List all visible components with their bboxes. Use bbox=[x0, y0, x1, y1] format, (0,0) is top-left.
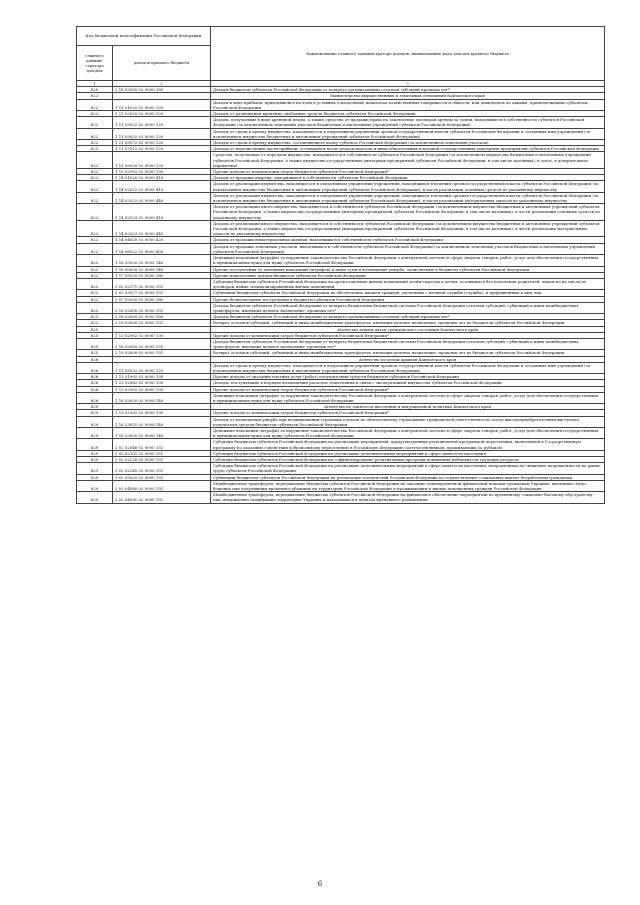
table-row bbox=[77, 290, 605, 296]
admin-code-cell: 829 bbox=[77, 480, 113, 491]
admin-code-cell: 829 bbox=[77, 450, 113, 456]
admin-code-cell: 829 bbox=[77, 474, 113, 480]
description-cell: Доходы в виде прибыли, приходящейся на доли в уставных (складочных) капиталах хозяйственных товариществ и обществ, или дивидендов по акциям, принадлежащим субъектам Российской Федерации bbox=[211, 99, 605, 110]
admin-code-cell: 822 bbox=[77, 266, 113, 272]
admin-code-cell: 822 bbox=[77, 99, 113, 110]
admin-code-cell: 822 bbox=[77, 93, 113, 99]
description-cell: Прочие доходы от компенсации затрат бюджетов субъектов Российской Федерации* bbox=[211, 410, 605, 416]
admin-code-cell: 829 bbox=[77, 463, 113, 474]
description-cell: Прочие поступления от денежных взысканий (штрафов) и иных сумм в возмещение ущерба, зачисляемые в бюджеты субъектов Российской Федерации bbox=[211, 266, 605, 272]
description-cell: Доходы бюджетов субъектов Российской Федерации от возврата организациями остатков субсидий прошлых лет* bbox=[211, 87, 605, 93]
admin-code-cell: 829 bbox=[77, 427, 113, 438]
admin-code-cell: 822 bbox=[77, 152, 113, 169]
admin-code-cell: 822 bbox=[77, 204, 113, 221]
table-row bbox=[77, 338, 605, 349]
description-cell: Средства, получаемые от передачи имущества, находящегося в собственности субъектов Российской Федерации (за исключением имущества бюджетных и автономных учреждений субъектов Российской Федерации, а также имущества государственных унитарных предприятий субъектов Российской Федерации, в том числе казенных), в залог, в доверительное управление bbox=[211, 152, 605, 169]
header-col-admin: главного админи-стратора доходов bbox=[77, 46, 113, 81]
admin-code-cell: 820 bbox=[77, 87, 113, 93]
income-code-cell: 2 19 02000 02 0000 151 bbox=[113, 320, 211, 326]
description-cell: Денежные взыскания (штрафы) за нарушение законодательства Российской Федерации о контрактной системе в сфере закупок товаров, работ, услуг для обеспечения государственных и муниципальных нужд для нужд субъектов Российской Федерации bbox=[211, 427, 605, 438]
admin-code-cell: 826 bbox=[77, 374, 113, 380]
admin-code-cell: 825 bbox=[77, 338, 113, 349]
admin-code-cell: 829 bbox=[77, 410, 113, 416]
description-cell: Агентство по делам архивов Камчатского края bbox=[211, 356, 605, 362]
header-col-income: доходов краевого бюджета bbox=[113, 46, 211, 81]
admin-code-cell: 822 bbox=[77, 255, 113, 266]
admin-code-cell: 822 bbox=[77, 169, 113, 175]
income-code-cell: 1 11 02020 02 0000 120 bbox=[113, 111, 211, 117]
income-code-cell: 2 02 03077 02 0000 151 bbox=[113, 290, 211, 296]
table-row bbox=[77, 463, 605, 474]
income-code-cell: 1 14 01020 02 0000 410 bbox=[113, 175, 211, 181]
column-number: 1 bbox=[77, 81, 113, 87]
income-code-cell: 1 11 07012 02 0000 120 bbox=[113, 146, 211, 152]
table-row bbox=[77, 416, 605, 427]
income-code-cell: 2 02 02226 02 0000 151 bbox=[113, 457, 211, 463]
income-code-cell: 2 02 04081 02 0000 151 bbox=[113, 492, 211, 503]
description-cell: Доходы бюджетов субъектов Российской Федерации от возврата организациями остатков субсидий прошлых лет* bbox=[211, 314, 605, 320]
description-cell: Доходы от продажи земельных участков, находящихся в собственности субъектов Российской Федерации (за исключением земельных участков бюджетных и автономных учреждений субъектов Российской Федерации) bbox=[211, 243, 605, 254]
admin-code-cell: 822 bbox=[77, 117, 113, 128]
table-row bbox=[77, 427, 605, 438]
income-code-cell: 1 14 02022 02 0000 440 bbox=[113, 192, 211, 203]
description-cell: Субсидии бюджетам субъектов Российской Федерации на реализацию дополнительных мероприятий в сфере занятости населения, направленных на снижение напряженности на рынке труда субъектов Российской Федерации bbox=[211, 463, 605, 474]
income-code-cell: 2 07 02030 02 0000 180 bbox=[113, 296, 211, 302]
table-row bbox=[77, 255, 605, 266]
income-code-cell: 2 02 02240 02 0000 151 bbox=[113, 463, 211, 474]
description-cell: Денежные взыскания (штрафы) за нарушение законодательства Российской Федерации о контрактной системе в сфере закупок товаров, работ, услуг для обеспечения государственных и муниципальных нужд для нужд субъектов Российской Федерации bbox=[211, 255, 605, 266]
admin-code-cell: 822 bbox=[77, 302, 113, 313]
admin-code-cell: 825 bbox=[77, 350, 113, 356]
admin-code-cell: 826 bbox=[77, 356, 113, 362]
description-cell: Субвенции бюджетам субъектов Российской Федерации на обеспечение жильем граждан, уволенных с военной службы (службы), и приравненных к ним лиц bbox=[211, 290, 605, 296]
admin-code-cell: 826 bbox=[77, 380, 113, 386]
table-row bbox=[77, 204, 605, 221]
income-code-cell: 1 16 90020 02 0000 140 bbox=[113, 266, 211, 272]
income-code-cell: 2 18 02000 02 0000 180 bbox=[113, 314, 211, 320]
table-row bbox=[77, 181, 605, 192]
income-code-cell: 1 14 02023 02 0000 440 bbox=[113, 220, 211, 237]
income-code-cell: 1 13 02992 02 0000 130 bbox=[113, 332, 211, 338]
description-cell: Прочие доходы от компенсации затрат бюджетов субъектов Российской Федерации* bbox=[211, 332, 605, 338]
description-cell: Прочие неналоговые доходы бюджетов субъектов Российской Федерации bbox=[211, 272, 605, 278]
admin-code-cell: 822 bbox=[77, 192, 113, 203]
income-code-cell: 1 11 01020 02 0000 120 bbox=[113, 99, 211, 110]
admin-code-cell: 822 bbox=[77, 272, 113, 278]
table-row bbox=[77, 302, 605, 313]
table-row bbox=[77, 220, 605, 237]
admin-code-cell: 829 bbox=[77, 404, 113, 410]
description-cell: Доходы бюджетов субъектов Российской Федерации от возврата бюджетами бюджетной системы Российской Федерации остатков субсидий, субвенций и иных межбюджетных трансфертов, имеющих целевое назначение, прошлых лет* bbox=[211, 338, 605, 349]
description-cell: Доходы от продажи нематериальных активов, находящихся в собственности субъектов Российской Федерации bbox=[211, 237, 605, 243]
table-row bbox=[77, 278, 605, 289]
income-code-cell: 1 16 33020 02 0000 140 bbox=[113, 255, 211, 266]
income-code-cell: 1 17 05020 02 0000 180 bbox=[113, 272, 211, 278]
table-row bbox=[77, 392, 605, 403]
income-code-cell: 2 18 02000 02 0000 151 bbox=[113, 338, 211, 349]
table-row bbox=[77, 439, 605, 450]
admin-code-cell: 822 bbox=[77, 320, 113, 326]
header-col-name: Наименование главного администратора доходов, наименование кода доходов краевого бюджета bbox=[211, 27, 605, 81]
header-group-title: Код бюджетной классификации Российской Федерации bbox=[77, 27, 211, 46]
admin-code-cell: 829 bbox=[77, 439, 113, 450]
description-cell: Возврат остатков субсидий, субвенций и иных межбюджетных трансфертов, имеющих целевое назначение, прошлых лет из бюджетов субъектов Российской Федерации bbox=[211, 350, 605, 356]
income-code-cell: 1 11 05032 02 0000 120 bbox=[113, 128, 211, 139]
budget-table-sheet bbox=[76, 26, 604, 504]
description-cell: Прочие безвозмездные поступления в бюджеты субъектов Российской Федерации bbox=[211, 296, 605, 302]
description-cell: Доходы от размещения временно свободных средств бюджетов субъектов Российской Федерации bbox=[211, 111, 605, 117]
description-cell: Доходы от реализации иного имущества, находящегося в собственности субъектов Российской Федерации (за исключением имущества бюджетных и автономных учреждений субъектов Российской Федерации, а также имущества государственных унитарных предприятий субъектов Российской Федерации, в том числе казенных), в части реализации материальных запасов по указанному имуществу bbox=[211, 220, 605, 237]
description-cell: Доходы от возмещения ущерба при возникновении страховых случаев по обязательному страхованию гражданской ответственности, когда выгодоприобретателями выступают получатели средств бюджетов субъектов Российской Федерации bbox=[211, 416, 605, 427]
table-row bbox=[77, 480, 605, 491]
table-body bbox=[77, 87, 605, 503]
description-cell: Агентство записи актов гражданского состояния Камчатского края bbox=[211, 326, 605, 332]
admin-code-cell: 822 bbox=[77, 140, 113, 146]
table-row bbox=[77, 474, 605, 480]
admin-code-cell: 822 bbox=[77, 146, 113, 152]
description-cell: Доходы от продажи квартир, находящихся в собственности субъектов Российской Федерации bbox=[211, 175, 605, 181]
table-row bbox=[77, 492, 605, 503]
description-cell: Доходы от сдачи в аренду имущества, составляющего казну субъекта Российской Федерации (за исключением земельных участков) bbox=[211, 140, 605, 146]
income-code-cell: 2 19 02000 02 0000 151 bbox=[113, 350, 211, 356]
table-row bbox=[77, 152, 605, 169]
admin-code-cell: 822 bbox=[77, 290, 113, 296]
description-cell: Агентство по занятости населения и миграционной политике Камчатского края bbox=[211, 404, 605, 410]
income-code-cell: 2 18 02000 02 0000 151 bbox=[113, 302, 211, 313]
income-code-cell: 1 13 02992 02 0000 130 bbox=[113, 169, 211, 175]
income-code-cell: 2 02 03025 02 0000 151 bbox=[113, 474, 211, 480]
column-number: 3 bbox=[211, 81, 605, 87]
page-number: 6 bbox=[317, 880, 323, 888]
column-number: 2 bbox=[113, 81, 211, 87]
admin-code-cell: 822 bbox=[77, 237, 113, 243]
description-cell: Доходы от сдачи в аренду имущества, находящегося в оперативном управлении органов государственной власти субъектов Российской Федерации и созданных ими учреждений (за исключением имущества бюджетных и автономных учреждений субъектов Российской Федерации) bbox=[211, 128, 605, 139]
table-row bbox=[77, 350, 605, 356]
description-cell: Субвенции бюджетам субъектов Российской Федерации на реализацию полномочий Российской Федерации по осуществлению социальных выплат безработным гражданам bbox=[211, 474, 605, 480]
admin-code-cell: 826 bbox=[77, 392, 113, 403]
description-cell: Субсидии бюджетам субъектов Российской Федерации на софинансирование региональных программ повышения мобильности трудовых ресурсов bbox=[211, 457, 605, 463]
admin-code-cell: 822 bbox=[77, 175, 113, 181]
description-cell: Доходы бюджетов субъектов Российской Федерации от возврата бюджетами бюджетной системы Российской Федерации остатков субсидий, субвенций и иных межбюджетных трансфертов, имеющих целевое назначение, прошлых лет* bbox=[211, 302, 605, 313]
budget-classification-table bbox=[76, 26, 605, 504]
income-code-cell: 1 13 01992 02 0000 130 bbox=[113, 374, 211, 380]
description-cell: Субсидии бюджетам субъектов Российской Федерации на реализацию мероприятий, предусмотренных региональной программой переселения, включенной в Государственную программу по оказанию содействия добровольному переселению в Российскую Федерацию соотечественников, проживающих за рубежом bbox=[211, 439, 605, 450]
income-code-cell: 2 02 04080 02 0000 151 bbox=[113, 480, 211, 491]
income-code-cell: 1 13 02062 02 0000 130 bbox=[113, 380, 211, 386]
table-row bbox=[77, 146, 605, 152]
table-row bbox=[77, 99, 605, 110]
description-cell: Министерство имущественных и земельных отношений Камчатского края bbox=[211, 93, 605, 99]
income-code-cell: 1 11 05032 02 0000 120 bbox=[113, 362, 211, 373]
description-cell: Доходы от реализации иного имущества, находящегося в собственности субъектов Российской Федерации (за исключением имущества бюджетных и автономных учреждений субъектов Российской Федерации, а также имущества государственных унитарных предприятий субъектов Российской Федерации, в том числе казенных), в части реализации основных средств по указанному имуществу bbox=[211, 204, 605, 221]
admin-code-cell: 826 bbox=[77, 386, 113, 392]
description-cell: Межбюджетные трансферты, передаваемые бюджетам субъектов Российской Федерации на оказание единовременной финансовой помощи гражданам Украины, имеющим статус беженца или получившим временное убежище на территории Российской Федерации и проживающим в жилых помещениях граждан Российской Федерации bbox=[211, 480, 605, 491]
description-cell: Возврат остатков субсидий, субвенций и иных межбюджетных трансфертов, имеющих целевое назначение, прошлых лет из бюджетов субъектов Российской Федерации bbox=[211, 320, 605, 326]
description-cell: Доходы от реализации имущества, находящегося в оперативном управлении учреждений, находящихся в ведении органов государственной власти субъектов Российской Федерации (за исключением имущества бюджетных и автономных учреждений субъектов Российской Федерации), в части реализации основных средств по указанному имуществу bbox=[211, 181, 605, 192]
description-cell: Доходы от реализации имущества, находящегося в оперативном управлении учреждений, находящихся в ведении органов государственной власти субъектов Российской Федерации (за исключением имущества бюджетных и автономных учреждений субъектов Российской Федерации), в части реализации материальных запасов по указанному имуществу bbox=[211, 192, 605, 203]
income-code-cell: 1 16 33020 02 0000 140 bbox=[113, 427, 211, 438]
income-code-cell: 2 02 02046 02 0000 151 bbox=[113, 439, 211, 450]
description-cell: Прочие доходы от компенсации затрат бюджетов субъектов Российской Федерации* bbox=[211, 169, 605, 175]
admin-code-cell: 826 bbox=[77, 362, 113, 373]
admin-code-cell: 829 bbox=[77, 492, 113, 503]
table-row bbox=[77, 362, 605, 373]
description-cell: Доходы от перечисления части прибыли, остающейся после уплаты налогов и иных обязательных платежей государственных унитарных предприятий субъектов Российской Федерации bbox=[211, 146, 605, 152]
income-code-cell: 1 11 09020 02 0000 120 bbox=[113, 152, 211, 169]
admin-code-cell: 822 bbox=[77, 314, 113, 320]
admin-code-cell: 822 bbox=[77, 243, 113, 254]
admin-code-cell: 829 bbox=[77, 457, 113, 463]
income-code-cell: 1 14 04020 02 0000 420 bbox=[113, 237, 211, 243]
description-cell: Доходы, поступающие в порядке возмещения расходов, понесенных в связи с эксплуатацией имущества субъектов Российской Федерации bbox=[211, 380, 605, 386]
income-code-cell: 1 13 02992 02 0000 130 bbox=[113, 410, 211, 416]
income-code-cell: 1 11 05072 02 0000 120 bbox=[113, 140, 211, 146]
income-code-cell: 1 14 02023 02 0000 410 bbox=[113, 204, 211, 221]
description-cell: Прочие доходы от оказания платных услуг (работ) получателями средств бюджетов субъектов Российской Федерации bbox=[211, 374, 605, 380]
description-cell: Субсидии бюджетам субъектов Российской Федерации на предоставление жилых помещений детям-сиротам и детям, оставшимся без попечения родителей, лицам из их числа по договорам найма специализированных жилых помещений bbox=[211, 278, 605, 289]
admin-code-cell: 829 bbox=[77, 416, 113, 427]
admin-code-cell: 822 bbox=[77, 220, 113, 237]
admin-code-cell: 822 bbox=[77, 296, 113, 302]
admin-code-cell: 822 bbox=[77, 278, 113, 289]
table-row bbox=[77, 243, 605, 254]
table-row bbox=[77, 128, 605, 139]
admin-code-cell: 822 bbox=[77, 128, 113, 139]
table-row bbox=[77, 192, 605, 203]
table-row bbox=[77, 266, 605, 272]
admin-code-cell: 825 bbox=[77, 326, 113, 332]
description-cell: Прочие доходы от компенсации затрат бюджетов субъектов Российской Федерации* bbox=[211, 386, 605, 392]
income-code-cell: 2 18 02000 02 0000 180 bbox=[113, 87, 211, 93]
table-row bbox=[77, 320, 605, 326]
income-code-cell: 1 14 02022 02 0000 410 bbox=[113, 181, 211, 192]
description-cell: Доходы, получаемые в виде арендной платы, а также средства от продажи права на заключение договоров аренды за земли, находящиеся в собственности субъектов Российской Федерации (за исключением земельных участков бюджетных и автономных учреждений субъектов Российской Федерации) bbox=[211, 117, 605, 128]
admin-code-cell: 822 bbox=[77, 111, 113, 117]
table-header bbox=[77, 27, 605, 87]
income-code-cell: 2 02 02171 02 0000 151 bbox=[113, 278, 211, 289]
income-code-cell: 1 16 23021 02 0000 140 bbox=[113, 416, 211, 427]
table-row bbox=[77, 117, 605, 128]
income-code-cell: 1 11 05022 02 0000 120 bbox=[113, 117, 211, 128]
description-cell: Доходы от сдачи в аренду имущества, находящегося в оперативном управлении органов государственной власти субъектов Российской Федерации и созданных ими учреждений (за исключением имущества бюджетных и автономных учреждений субъектов Российской Федерации) bbox=[211, 362, 605, 373]
income-code-cell: 1 13 02992 02 0000 130 bbox=[113, 386, 211, 392]
description-cell: Субсидии бюджетам субъектов Российской Федерации на реализацию дополнительных мероприятий в сфере занятости населения bbox=[211, 450, 605, 456]
admin-code-cell: 825 bbox=[77, 332, 113, 338]
description-cell: Межбюджетные трансферты, передаваемые бюджетам субъектов Российской Федерации на финансовое обеспечение мероприятий по временному социально-бытовому обустройству лиц, вынужденно покинувших территорию Украины и находящихся в пунктах временного размещения bbox=[211, 492, 605, 503]
income-code-cell: 2 02 02101 02 0000 151 bbox=[113, 450, 211, 456]
description-cell: Денежные взыскания (штрафы) за нарушение законодательства Российской Федерации о контрактной системе в сфере закупок товаров, работ, услуг для обеспечения государственных и муниципальных нужд для нужд субъектов Российской Федерации bbox=[211, 392, 605, 403]
income-code-cell: 1 14 06022 02 0000 430 bbox=[113, 243, 211, 254]
admin-code-cell: 822 bbox=[77, 181, 113, 192]
income-code-cell: 1 16 33020 02 0000 140 bbox=[113, 392, 211, 403]
